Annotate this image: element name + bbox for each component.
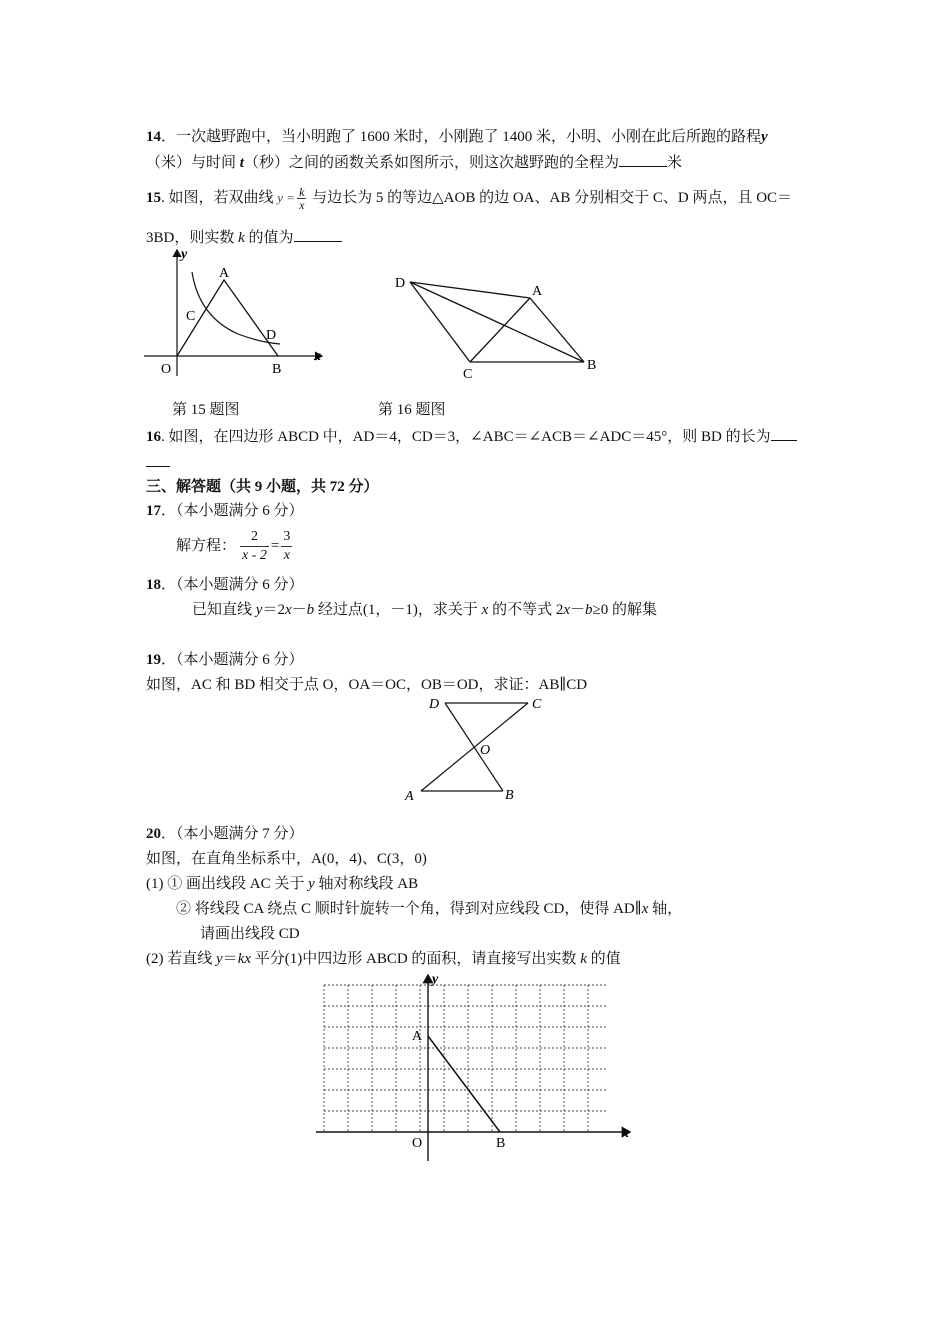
fig16-label-c: C — [463, 367, 473, 382]
fig20-label-o: O — [412, 1136, 423, 1151]
q20-number: 20 — [146, 826, 161, 842]
q14-answer-blank — [619, 152, 667, 167]
section3-title: 三、解答题（共 9 小题，共 72 分） — [146, 479, 379, 495]
q14-line2 — [146, 152, 682, 173]
q18-t2: ＝2 — [262, 602, 285, 618]
q20-p4-kx: kx — [237, 951, 252, 967]
q20-intro: 如图，在直角坐标系中，A(0，4)、C(3，0) — [146, 851, 427, 867]
fig19-label-d: D — [429, 697, 440, 712]
fig16-label-b: B — [587, 358, 597, 373]
fig15-caption: 第 15 题图 — [172, 402, 240, 418]
fig15-label-d: D — [266, 328, 277, 343]
q20-p4-k: k — [580, 951, 587, 967]
q16-line2 — [146, 452, 170, 473]
q19-header — [146, 650, 304, 670]
q18-var-y: y — [255, 602, 263, 618]
q19-text: 如图，AC 和 BD 相交于点 O，OA＝OC，OB＝OD，求证：AB∥CD — [146, 677, 588, 693]
q14-text-2c: 米 — [666, 155, 682, 171]
q15-eq-lhs: y = — [277, 190, 296, 205]
q18-var-b1: b — [306, 602, 315, 618]
q20-part2 — [146, 949, 621, 969]
q16-answer-blank-b — [146, 452, 170, 467]
q14-text-2a: （米）与时间 — [146, 155, 240, 171]
q15-text-a: . 如图，若双曲线 — [161, 190, 278, 206]
q20-p1a: (1) ① 画出线段 AC 关于 — [146, 876, 309, 892]
q15-fraction — [297, 186, 306, 211]
q17-label: 解方程： — [176, 538, 237, 554]
fig20-grid-diagram — [312, 972, 642, 1165]
fig15-label-x: x — [314, 349, 321, 364]
q17-score: ．（本小题满分 6 分） — [161, 503, 304, 519]
q18-header — [146, 575, 304, 595]
q14-text-1: ．一次越野跑中，当小明跑了 1600 米时，小刚跑了 1400 米，小明、小刚在此后所跑的路程 — [161, 129, 762, 145]
q20-score: ．（本小题满分 7 分） — [161, 826, 304, 842]
fig19-label-a: A — [405, 789, 414, 804]
q20-part1-step2 — [176, 899, 682, 919]
q18-number: 18 — [146, 577, 161, 593]
q14-line1 — [146, 127, 768, 147]
q20-p1-var: y — [308, 876, 315, 892]
q20-p4b: 平分(1)中四边形 ABCD 的面积，请直接写出实数 — [251, 951, 581, 967]
q15-text-b: 与边长为 5 的等边△AOB 的边 OA、AB 分别相交于 C、D 两点，且 OC＝ — [308, 190, 793, 206]
fig16-label-d: D — [395, 276, 406, 291]
q18-t7: ≥0 的解集 — [592, 602, 657, 618]
q20-p2-var: x — [641, 901, 649, 917]
q18-score: ．（本小题满分 6 分） — [161, 577, 304, 593]
q16-answer-blank-a — [771, 426, 797, 441]
q16-text: . 如图，在四边形 ABCD 中，AD＝4，CD＝3，∠ABC＝∠ACB＝∠ADC＝45°，则 BD 的长为 — [161, 429, 771, 445]
q17-lhs-num: 2 — [240, 528, 269, 547]
fig19-seg-db — [445, 703, 503, 791]
q15-answer-blank — [294, 227, 342, 242]
q18-t5: 的不等式 2 — [488, 602, 564, 618]
q18-t1: 已知直线 — [192, 602, 256, 618]
q15-number: 15 — [146, 190, 161, 206]
fig19-label-b: B — [505, 788, 514, 803]
q19-number: 19 — [146, 652, 161, 668]
q17-rhs-num: 3 — [281, 528, 292, 547]
q20-header — [146, 824, 304, 844]
q18-body — [192, 600, 657, 620]
fig20-gridlines — [324, 985, 608, 1132]
q15-frac-num: k — [299, 185, 305, 200]
q18-var-x2: x — [481, 602, 489, 618]
q17-lhs-fraction — [240, 528, 269, 565]
q18-var-x1: x — [284, 602, 292, 618]
q16-line1 — [146, 426, 797, 447]
fig15-label-y: y — [181, 247, 188, 262]
fig19-label-c: C — [532, 697, 542, 712]
q17-equation — [176, 526, 294, 566]
q18-var-x3: x — [563, 602, 570, 618]
fig19-diagram — [403, 693, 543, 803]
q20-part1-step2-cont: 请画出线段 CD — [200, 926, 300, 942]
fig16-diagram — [390, 270, 620, 390]
fig15-label-c: C — [186, 309, 196, 324]
q17-header — [146, 501, 304, 521]
q19-score: ．（本小题满分 6 分） — [161, 652, 304, 668]
q17-eq: = — [270, 538, 280, 554]
q20-part1 — [146, 874, 418, 894]
q14-number: 14 — [146, 129, 161, 145]
fig20-segment-ab — [428, 1036, 500, 1132]
fig20-label-y: y — [432, 972, 439, 987]
q14-var-y: y — [761, 129, 768, 145]
q14-text-2b: （秒）之间的函数关系如图所示，则这次越野跑的全程为 — [243, 155, 619, 171]
q18-t6: － — [570, 602, 586, 618]
fig16-seg-cd — [410, 282, 470, 362]
fig16-label-a: A — [532, 284, 543, 299]
q15-text-2a: 3BD，则实数 — [146, 230, 239, 246]
q15-frac-den: x — [299, 198, 305, 213]
q15-text-2b: 的值为 — [244, 230, 294, 246]
q20-p4c: 的值 — [586, 951, 621, 967]
fig20-label-b: B — [496, 1136, 506, 1151]
q17-rhs-den: x — [283, 548, 290, 564]
fig19-label-o: O — [480, 743, 491, 758]
q14-var-t: t — [239, 155, 244, 171]
fig16-seg-ab — [530, 298, 584, 362]
fig15-label-o: O — [161, 362, 172, 377]
q16-number: 16 — [146, 429, 161, 445]
q20-p4a: (2) 若直线 — [146, 951, 216, 967]
fig15-diagram — [140, 244, 340, 384]
q20-p4-eq: ＝ — [222, 951, 238, 967]
q15-var-k: k — [238, 230, 245, 246]
q15-line1 — [146, 184, 792, 212]
q20-p4-y: y — [216, 951, 223, 967]
q18-var-b2: b — [585, 602, 593, 618]
fig15-label-b: B — [272, 362, 282, 377]
q20-p2b: 轴， — [648, 901, 683, 917]
fig16-seg-ac — [470, 298, 530, 362]
fig16-caption: 第 16 题图 — [378, 402, 446, 418]
q20-p2a: ② 将线段 CA 绕点 C 顺时针旋转一个角，得到对应线段 CD，使得 AD∥ — [176, 901, 642, 917]
q17-number: 17 — [146, 503, 161, 519]
q18-t3: － — [291, 602, 307, 618]
fig15-label-a: A — [219, 266, 230, 281]
fig20-label-x: x — [622, 1126, 629, 1141]
q17-rhs-fraction — [281, 528, 292, 565]
q20-p1b: 轴对称线段 AB — [314, 876, 419, 892]
q17-lhs-den: x - 2 — [242, 548, 267, 564]
fig20-label-a: A — [412, 1029, 423, 1044]
q18-t4: 经过点(1，－1)，求关于 — [314, 602, 482, 618]
